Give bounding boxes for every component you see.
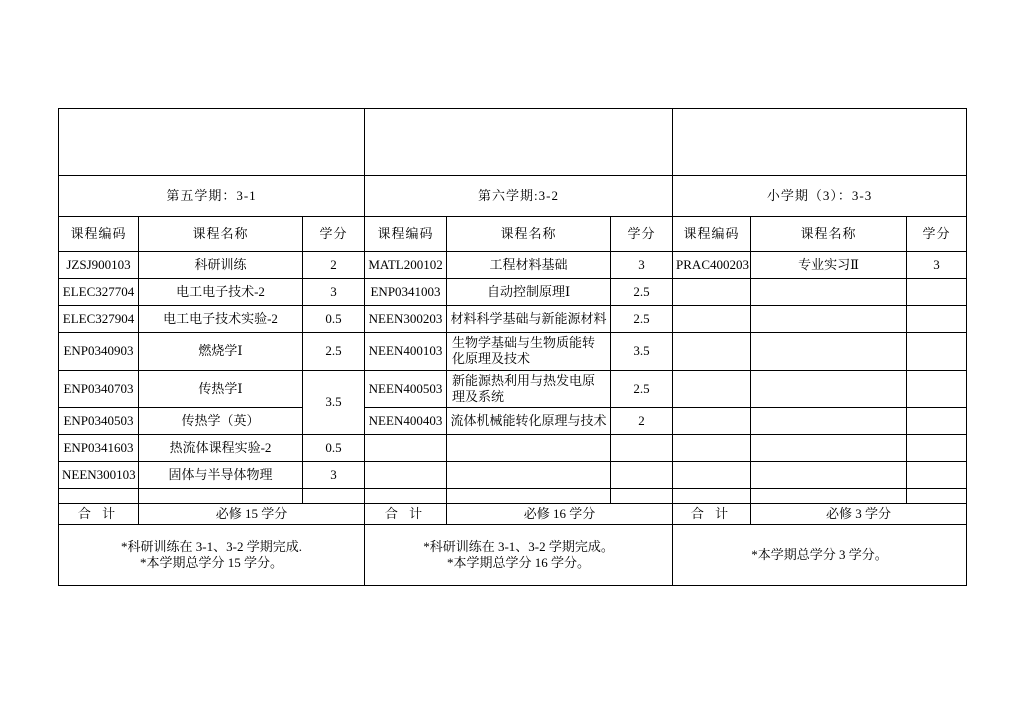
blank-cell-3 bbox=[673, 109, 967, 176]
blank-cell-1 bbox=[59, 109, 365, 176]
course-name: 传热学Ⅰ bbox=[139, 370, 303, 408]
spacer-cell bbox=[447, 489, 611, 504]
column-header-row bbox=[59, 217, 967, 252]
course-code: NEEN400103 bbox=[365, 333, 447, 371]
course-name: 专业实习Ⅱ bbox=[751, 252, 907, 279]
total-label-3: 合 计 bbox=[673, 504, 751, 525]
course-code: NEEN400403 bbox=[365, 408, 447, 435]
empty-cell bbox=[907, 370, 967, 408]
course-code: ENP0341003 bbox=[365, 279, 447, 306]
notes-cell-2 bbox=[365, 525, 673, 586]
empty-cell bbox=[673, 408, 751, 435]
spacer-cell bbox=[59, 489, 139, 504]
course-name: 热流体课程实验-2 bbox=[139, 435, 303, 462]
spacer-cell bbox=[751, 489, 907, 504]
empty-cell bbox=[673, 333, 751, 371]
course-name: 燃烧学Ⅰ bbox=[139, 333, 303, 371]
note-line: *本学期总学分 3 学分。 bbox=[751, 547, 888, 563]
empty-cell bbox=[907, 462, 967, 489]
course-credit: 2.5 bbox=[611, 306, 673, 333]
empty-cell bbox=[611, 462, 673, 489]
course-credit: 2.5 bbox=[611, 370, 673, 408]
note-line: *本学期总学分 16 学分。 bbox=[447, 555, 591, 571]
term-title-1: 第五学期：3-1 bbox=[59, 176, 365, 217]
spacer-cell bbox=[139, 489, 303, 504]
total-value-1: 必修 15 学分 bbox=[139, 504, 365, 525]
totals-row bbox=[59, 504, 967, 525]
course-credit: 3 bbox=[303, 462, 365, 489]
empty-cell bbox=[907, 435, 967, 462]
table-row bbox=[59, 408, 967, 435]
total-value-2: 必修 16 学分 bbox=[447, 504, 673, 525]
spacer-cell bbox=[365, 489, 447, 504]
course-code: ELEC327904 bbox=[59, 306, 139, 333]
course-name: 工程材料基础 bbox=[447, 252, 611, 279]
course-credit: 3.5 bbox=[303, 370, 365, 435]
term-title-3: 小学期（3）：3-3 bbox=[673, 176, 967, 217]
empty-cell bbox=[751, 306, 907, 333]
table-row bbox=[59, 252, 967, 279]
empty-cell bbox=[611, 435, 673, 462]
empty-cell bbox=[673, 462, 751, 489]
course-credit: 0.5 bbox=[303, 435, 365, 462]
course-code: ENP0340503 bbox=[59, 408, 139, 435]
course-code: NEEN300103 bbox=[59, 462, 139, 489]
table-row bbox=[59, 333, 967, 371]
spacer-cell bbox=[303, 489, 365, 504]
header-name-2: 课程名称 bbox=[447, 217, 611, 252]
table-row bbox=[59, 279, 967, 306]
course-code: ENP0340703 bbox=[59, 370, 139, 408]
term-title-row bbox=[59, 176, 967, 217]
course-code: ELEC327704 bbox=[59, 279, 139, 306]
empty-cell bbox=[673, 370, 751, 408]
notes-row bbox=[59, 525, 967, 586]
course-name: 自动控制原理Ⅰ bbox=[447, 279, 611, 306]
table-row bbox=[59, 462, 967, 489]
empty-cell bbox=[365, 435, 447, 462]
empty-cell bbox=[673, 279, 751, 306]
course-credit: 2.5 bbox=[303, 333, 365, 371]
header-credit-2: 学分 bbox=[611, 217, 673, 252]
note-line: *本学期总学分 15 学分。 bbox=[140, 555, 284, 571]
header-credit-3: 学分 bbox=[907, 217, 967, 252]
empty-cell bbox=[751, 408, 907, 435]
header-credit-1: 学分 bbox=[303, 217, 365, 252]
course-credit: 3 bbox=[303, 279, 365, 306]
empty-cell bbox=[751, 333, 907, 371]
table-blank-band bbox=[59, 109, 967, 176]
header-code-1: 课程编码 bbox=[59, 217, 139, 252]
empty-cell bbox=[751, 435, 907, 462]
total-value-3: 必修 3 学分 bbox=[751, 504, 967, 525]
course-name: 电工电子技术实验-2 bbox=[139, 306, 303, 333]
course-code: NEEN400503 bbox=[365, 370, 447, 408]
empty-cell bbox=[907, 306, 967, 333]
course-code: MATL200102 bbox=[365, 252, 447, 279]
notes-cell-1 bbox=[59, 525, 365, 586]
course-credit: 2 bbox=[611, 408, 673, 435]
empty-cell bbox=[907, 333, 967, 371]
table-row bbox=[59, 306, 967, 333]
course-credit: 3 bbox=[907, 252, 967, 279]
course-credit: 3 bbox=[611, 252, 673, 279]
course-code: NEEN300203 bbox=[365, 306, 447, 333]
course-credit: 2 bbox=[303, 252, 365, 279]
empty-cell bbox=[751, 370, 907, 408]
course-code: JZSJ900103 bbox=[59, 252, 139, 279]
course-name: 电工电子技术-2 bbox=[139, 279, 303, 306]
header-name-1: 课程名称 bbox=[139, 217, 303, 252]
course-code: ENP0340903 bbox=[59, 333, 139, 371]
course-name: 固体与半导体物理 bbox=[139, 462, 303, 489]
note-line: *科研训练在 3-1、3-2 学期完成。 bbox=[423, 539, 614, 554]
empty-cell bbox=[907, 279, 967, 306]
course-code: PRAC400203 bbox=[673, 252, 751, 279]
note-line: *科研训练在 3-1、3-2 学期完成. bbox=[121, 539, 302, 554]
spacer-row bbox=[59, 489, 967, 504]
header-code-2: 课程编码 bbox=[365, 217, 447, 252]
table-row bbox=[59, 370, 967, 408]
header-code-3: 课程编码 bbox=[673, 217, 751, 252]
course-name: 科研训练 bbox=[139, 252, 303, 279]
blank-cell-2 bbox=[365, 109, 673, 176]
course-name: 生物学基础与生物质能转化原理及技术 bbox=[447, 333, 611, 371]
empty-cell bbox=[365, 462, 447, 489]
empty-cell bbox=[751, 462, 907, 489]
notes-cell-3 bbox=[673, 525, 967, 586]
empty-cell bbox=[751, 279, 907, 306]
course-name: 新能源热利用与热发电原理及系统 bbox=[447, 370, 611, 408]
term-title-2: 第六学期:3-2 bbox=[365, 176, 673, 217]
curriculum-table bbox=[58, 108, 967, 586]
course-name: 传热学（英） bbox=[139, 408, 303, 435]
spacer-cell bbox=[673, 489, 751, 504]
course-credit: 0.5 bbox=[303, 306, 365, 333]
course-name: 材料科学基础与新能源材料 bbox=[447, 306, 611, 333]
course-credit: 3.5 bbox=[611, 333, 673, 371]
course-code: ENP0341603 bbox=[59, 435, 139, 462]
empty-cell bbox=[447, 462, 611, 489]
spacer-cell bbox=[611, 489, 673, 504]
empty-cell bbox=[447, 435, 611, 462]
course-name: 流体机械能转化原理与技术 bbox=[447, 408, 611, 435]
header-name-3: 课程名称 bbox=[751, 217, 907, 252]
empty-cell bbox=[907, 408, 967, 435]
empty-cell bbox=[673, 306, 751, 333]
total-label-2: 合 计 bbox=[365, 504, 447, 525]
table-row bbox=[59, 435, 967, 462]
total-label-1: 合 计 bbox=[59, 504, 139, 525]
empty-cell bbox=[673, 435, 751, 462]
spacer-cell bbox=[907, 489, 967, 504]
course-credit: 2.5 bbox=[611, 279, 673, 306]
